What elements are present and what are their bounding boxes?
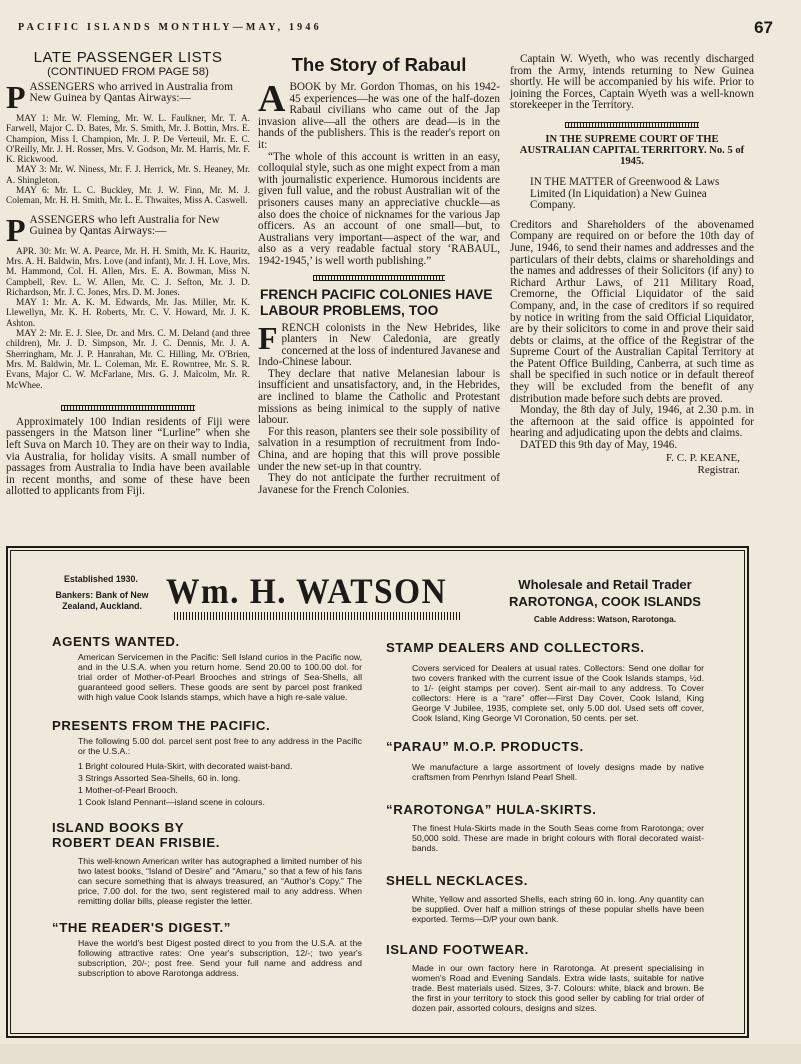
court-matter: IN THE MATTER of Greenwood & Laws Limited (In Liquidation) a New Guinea Company.: [530, 175, 720, 212]
french-paragraph: For this reason, planters see their sole possibility of salvation in a resumption of recruitment from Indo-China, and are hoping that this will prove possible under the new set-up in that country.: [258, 425, 500, 473]
shell-heading: SHELL NECKLACES.: [386, 873, 528, 888]
page-bottom-margin: [0, 1044, 801, 1064]
rabaul-title: The Story of Rabaul: [291, 54, 467, 75]
court-heading: IN THE SUPREME COURT OF THE AUSTRALIAN CAPITAL TERRITORY. No. 5 of 1945.: [519, 133, 745, 167]
books-text: This well-known American writer has autographed a limited number of his two latest books, “Island of Desire” and “Amaru,” so that a few of his fans can secure something that is always treasured, an “Author's Copy.” The price, 7.00 dol. for the two, sent registered mail to any address. When remitting dollar bills, please register the letter.: [78, 856, 362, 906]
presents-list-item: 1 Mother-of-Pearl Brooch.: [78, 785, 178, 795]
left-lead-text: ASSENGERS who left Australia for New Guinea by Qantas Airways:—: [29, 213, 220, 238]
dropcap: F: [258, 319, 278, 356]
section-divider: [565, 122, 699, 128]
arrived-lead-text: ASSENGERS who arrived in Australia from New Guinea by Qantas Airways:—: [29, 81, 233, 105]
court-dated: DATED this 9th day of May, 1946.: [520, 439, 678, 452]
left-lead: [6, 211, 250, 248]
column-notices: [510, 54, 754, 476]
late-passengers-title: LATE PASSENGER LISTS: [33, 49, 223, 66]
signature-name: F. C. P. KEANE,: [666, 451, 740, 464]
advert-rule: [174, 612, 460, 620]
arrived-list-item: MAY 1: Mr. W. Fleming, Mr. W. L. Faulkner, Mr. T. A. Farwell, Major C. D. Bates, Mr. S. Smith, Mr. J. Bottin, Mrs. E. Champion, Miss I. Champion, Mr. J. P. De Verteuil, Mr. E. C. O'Reilly, Mr. J. H. Rosser, Mrs. V. Godson, Mr. M. Harris, Mr. F. K. Rickwood.: [6, 114, 250, 166]
section-divider: [313, 275, 445, 281]
arrived-lead: [6, 79, 250, 115]
signature-title: Registrar.: [697, 463, 740, 476]
page-number: 67: [754, 18, 773, 37]
hula-heading: “RAROTONGA” HULA-SKIRTS.: [386, 802, 597, 817]
french-paragraph: They declare that native Melanesian labour is insufficient and unsatisfactory, and, in the Hebrides, are inclined to blame the Catholic and Protestant missions as being inimical to the supply of native labour.: [258, 367, 500, 427]
advert-trade: [480, 576, 730, 610]
advert-location: RAROTONGA, COOK ISLANDS: [509, 594, 701, 609]
column-late-passengers: [6, 50, 250, 498]
rabaul-paragraph-text: BOOK by Mr. Gordon Thomas, on his 1942-45 experiences—he was one of the half-dozen Rabaul civilians who came out of the Jap invasion alive—all the others are dead—is in the hands of the publishers. This is the reader's report on it:: [258, 81, 500, 151]
advert-company-name: Wm. H. WATSON: [166, 571, 448, 611]
advert-right-column: [386, 640, 704, 1013]
arrived-list-item: MAY 6: Mr. L. C. Buckley, Mr. J. W. Finn, Mr. M. J. Coleman, Mr. H. H. Smith, Mr. L. E. Thwaites, Miss A. Caswell.: [6, 186, 250, 207]
dropcap: P: [6, 211, 26, 248]
french-paragraph-text: RENCH colonists in the New Hebrides, like planters in New Caledonia, are greatly concerned at the loss of indentured Javanese and Indo-Chinese labour.: [258, 321, 500, 369]
left-list-item: MAY 1: Mr. A. K. M. Edwards, Mr. Jas. Miller, Mr. K. Llewellyn, Mr. K. H. Roberts, Mr. C. V. Howard, Mr. J. K. Ashton.: [6, 298, 250, 329]
hula-text: The finest Hula-Skirts made in the South Seas come from Rarotonga; over 50,000 sold. These are made in bright colours with floral decorated waist-bands.: [412, 823, 704, 853]
stamp-text: Covers serviced for Dealers at usual rates. Collectors: Send one dollar for two covers franked with the current issue of the Cook Islands stamps, ½d. to 1/- (eight stamps per cover). Sent air-mail to any address. To Cover collectors: Here is a “rare” offer—First Day Cover, Cook Island, King George V Jubilee, 1935, complete set, only 5.00 dol. Used sets off cover, Cook Island, King George VI Coronation, 50 cents. per set.: [412, 663, 704, 723]
books-heading: ISLAND BOOKS BY: [52, 820, 185, 835]
presents-heading: PRESENTS FROM THE PACIFIC.: [52, 718, 271, 733]
advert-left-column: [52, 634, 362, 978]
footwear-text: Made in our own factory here in Rarotonga. At present specialising in women's Road and Evening Sandals. Extra wide lasts, suitable for native trade. Best materials used. Sizes, 3-7. Colours: white, black and brown. Be the first in your territory to stock this good seller by cabling for trial order of dozen pair, assorted colours, designs and sizes.: [412, 963, 704, 1013]
advert-bankers: Bankers: Bank of New Zealand, Auckland.: [55, 590, 149, 611]
wyeth-paragraph: Captain W. Wyeth, who was recently discharged from the Army, intends returning to New Guinea shortly. He will be accompanied by his wife. Prior to joining the Forces, Captain Wyeth was a well-known storekeeper in the Territory.: [510, 53, 754, 112]
stamp-heading: STAMP DEALERS AND COLLECTORS.: [386, 640, 645, 655]
dropcap: A: [258, 78, 286, 120]
agents-heading: AGENTS WANTED.: [52, 634, 180, 649]
parau-heading: “PARAU” M.O.P. PRODUCTS.: [386, 739, 584, 754]
french-paragraph: They do not anticipate the further recruitment of Javanese for the French Colonies.: [258, 472, 500, 496]
column-rabaul: [258, 50, 500, 496]
late-passengers-subtitle: (CONTINUED FROM PAGE 58): [47, 66, 209, 78]
advert-established: Established 1930.: [64, 574, 138, 584]
court-notice: Monday, the 8th day of July, 1946, at 2.30 p.m. in the afternoon at the said office is appointed for hearing and adjudicating upon the debts and claims.: [510, 404, 754, 440]
fiji-indians-paragraph: Approximately 100 Indian residents of Fiji were passengers in the Matson liner “Lurline” when she left Suva on March 10. They are on their way to India, via Australia, for holiday visits. A small number of passages from Australia to India have been available in recent months, and some of these have been allotted to applicants from Fiji.: [6, 415, 250, 498]
agents-text: American Servicemen in the Pacific: Sell Island curios in the Pacific now, and in the U.S.A. when you return home. Send 20.00 to 100.00 dol. for trial order of Mother-of-Pearl Brooches and strings of Sea-Shells, all guaranteed good sellers. These goods are sent by parcel post franked with high value Cook Islands stamps, which have a high re-sale value.: [78, 652, 362, 702]
digest-heading: “THE READER'S DIGEST.”: [52, 920, 232, 935]
left-list-item: APR. 30: Mr. W. A. Pearce, Mr. H. H. Smith, Mr. K. Hauritz, Mrs. A. H. Baldwin, Mrs. Love (and infant), Mr. J. H. Love, Mrs. M. Hammond, Col. H. Allen, Mrs. E. A. Bowman, Miss N. Campbell, Rev. L. W. Allen, Mr. C. J. Sefton, Mr. J. D. Richardson, Mr. J. C. Jones, Mrs. D. M. Jones.: [6, 246, 250, 298]
rabaul-review: “The whole of this account is written in an easy, colloquial style, such as one might expect from a man with journalistic experience. Humorous incidents are given full value, and the robust Australian wit of the prisoners causes many an appreciative chuckle—as also does the choice of nicknames for the various Jap officers. As an account of one small—but, to Australians very important—aspect of the war, and also as a very readable factual story ‘RABAUL, 1942-1945,’ is well worth publishing.”: [258, 150, 500, 267]
presents-list-item: 3 Strings Assorted Sea-Shells, 60 in. long.: [78, 773, 241, 783]
left-list-item: MAY 2: Mr. E. J. Slee, Dr. and Mrs. C. M. Deland (and three children), Mr. J. D. Simpson, Mr. J. C. Dennis, Mr. J. A. Sherringham, Mr. J. P. Hanrahan, Mr. C. Hilling, Mr. O'Brien, Mrs. M. Baldwin, Mr. L. Coleman, Mr. E. Rowntree, Mr. S. R. Evans, Major C. W. McFarlane, Mrs. G. J. Malcolm, Mr. R. McWhee.: [6, 329, 250, 391]
advert-trade-line: Wholesale and Retail Trader: [518, 577, 692, 592]
digest-text: Have the world's best Digest posted direct to you from the U.S.A. at the following attractive rates: One year's subscription, 12/-; two year's subscription, 20/-; post free. Send your full name and address and subscription to above Rarotonga address.: [78, 938, 362, 978]
french-paragraph: [258, 319, 500, 369]
section-divider: [61, 405, 195, 411]
presents-list-item: 1 Cook Island Pennant—island scene in colours.: [78, 797, 265, 807]
french-colonies-title: FRENCH PACIFIC COLONIES HAVE LABOUR PROBLEMS, TOO: [260, 286, 493, 318]
advert-cable-address: Cable Address: Watson, Rarotonga.: [533, 614, 677, 624]
rabaul-paragraph: [258, 78, 500, 152]
footwear-heading: ISLAND FOOTWEAR.: [386, 942, 529, 957]
books-heading-author: ROBERT DEAN FRISBIE.: [52, 835, 221, 850]
parau-text: We manufacture a large assortment of lovely designs made by native craftsmen from Penrhyn Island Pearl Shell.: [412, 762, 704, 782]
arrived-list-item: MAY 3: Mr. W. Niness, Mr. F. J. Herrick, Mr. S. Heaney, Mr. A. Shingleton.: [6, 165, 250, 186]
shell-text: White, Yellow and assorted Shells, each string 60 in. long. Any quantity can be supplied. Over half a million strings of these popular shells have been exported. Terms—D/P your own bank.: [412, 894, 704, 924]
dropcap: P: [6, 79, 26, 115]
running-header: PACIFIC ISLANDS MONTHLY—MAY, 1946: [18, 22, 322, 33]
presents-list: [78, 760, 362, 808]
watson-advertisement: [6, 546, 749, 1038]
court-notice: Creditors and Shareholders of the abovenamed Company are required on or before the 10th day of June, 1946, to send their names and addresses and the particulars of their debts, claims or shareholdings and the names and addresses of their Solicitors (if any) to Richard Arthur Laws, of 211 Military Road, Cremorne, the Official Liquidator of the said Company, and, in the case of creditors if so required by notice in writing from the said Official Liquidator, are by their solicitors to come in and prove their said debts or claims, at the office of the Registrar of the Supreme Court of the Australian Capital Territory at the Patent Office Building, Canberra, at such time as shall be specified in such notice or in default thereof they will be excluded from the benefit of any distribution made before such debts are proved.: [510, 218, 754, 405]
presents-text: The following 5.00 dol. parcel sent post free to any address in the Pacific or the U.S.A.:: [78, 736, 362, 756]
presents-list-item: 1 Bright coloured Hula-Skirt, with decorated waist-band.: [78, 761, 293, 771]
